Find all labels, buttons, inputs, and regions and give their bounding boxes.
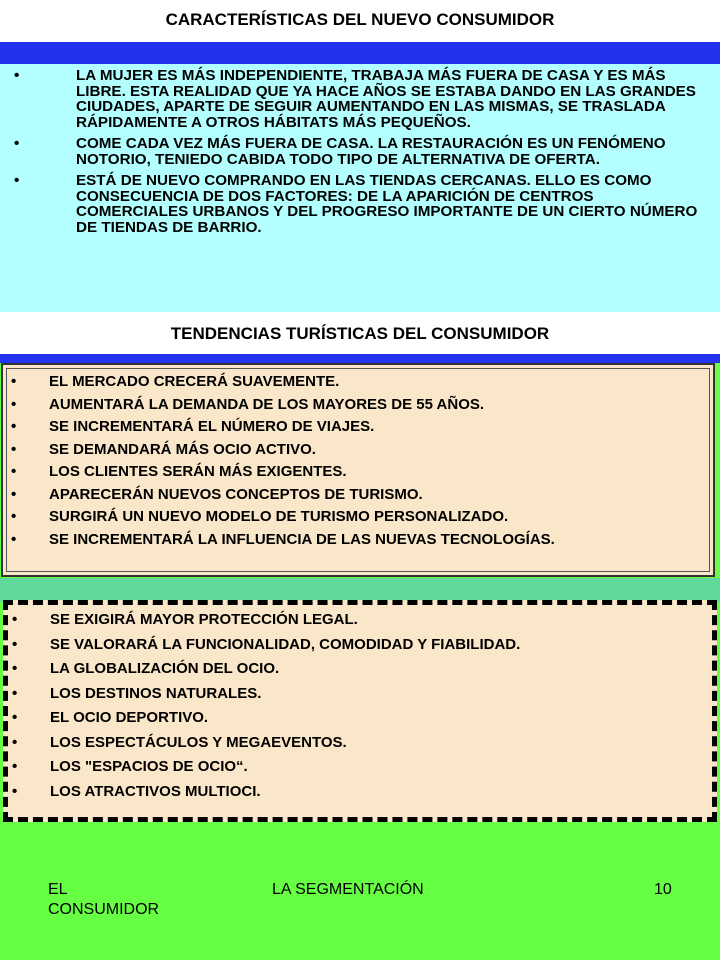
bullet-icon: • — [12, 782, 18, 800]
section3-bullet-list — [12, 608, 702, 804]
section1-bullet-list — [14, 68, 704, 241]
bullet-icon: • — [12, 709, 18, 726]
bullet-icon: • — [11, 530, 17, 548]
list-item — [11, 484, 701, 507]
bullet-icon: • — [11, 485, 17, 503]
list-item — [12, 755, 702, 780]
bullet-text: SE INCREMENTARÁ LA INFLUENCIA DE LAS NUEVAS TECNOLOGÍAS. — [49, 530, 555, 548]
list-item — [14, 136, 704, 167]
bullet-text: LOS "ESPACIOS DE OCIO“. — [50, 758, 248, 775]
list-item — [11, 529, 701, 552]
bullet-text: LOS DESTINOS NATURALES. — [50, 684, 262, 702]
footer-center: LA SEGMENTACIÓN — [272, 881, 424, 898]
section2-blue-bar — [0, 354, 720, 363]
list-item — [11, 394, 701, 417]
section2-bullet-list — [11, 371, 701, 551]
bullet-icon: • — [11, 463, 17, 480]
bullet-icon: • — [14, 135, 20, 152]
page-number: 10 — [654, 881, 672, 898]
bullet-icon: • — [11, 418, 17, 435]
list-item — [11, 461, 701, 484]
list-item — [12, 780, 702, 805]
footer-left-line2: CONSUMIDOR — [48, 901, 160, 918]
bullet-text: SURGIRÁ UN NUEVO MODELO DE TURISMO PERSONALIZADO. — [49, 508, 509, 525]
list-item — [12, 608, 702, 633]
bullet-text: SE INCREMENTARÁ EL NÚMERO DE VIAJES. — [49, 418, 375, 435]
section2-box — [1, 363, 715, 577]
footer-left — [48, 880, 159, 920]
list-item — [11, 371, 701, 394]
bullet-icon: • — [11, 373, 17, 390]
footer-left-line1: EL — [48, 881, 68, 898]
bullet-text: APARECERÁN NUEVOS CONCEPTOS DE TURISMO. — [49, 485, 423, 503]
bullet-icon: • — [11, 395, 17, 413]
list-item — [12, 682, 702, 707]
bullet-icon: • — [12, 733, 18, 751]
section1-title: CARACTERÍSTICAS DEL NUEVO CONSUMIDOR — [165, 10, 555, 29]
bullet-text: LOS CLIENTES SERÁN MÁS EXIGENTES. — [49, 463, 347, 480]
bullet-text: SE VALORARÁ LA FUNCIONALIDAD, COMODIDAD Y FIABILIDAD. — [50, 635, 521, 653]
bullet-icon: • — [14, 172, 20, 189]
bullet-text: SE EXIGIRÁ MAYOR PROTECCIÓN LEGAL. — [50, 611, 358, 628]
bullet-text: LOS ESPECTÁCULOS Y MEGAEVENTOS. — [50, 733, 347, 751]
list-item — [14, 173, 704, 235]
bullet-icon: • — [12, 758, 18, 775]
bullet-icon: • — [14, 67, 20, 84]
section2-title: TENDENCIAS TURÍSTICAS DEL CONSUMIDOR — [170, 324, 550, 343]
list-item — [12, 731, 702, 756]
bullet-icon: • — [12, 635, 18, 653]
section1-blue-bar — [0, 42, 720, 64]
list-item — [11, 416, 701, 439]
bullet-text: LA GLOBALIZACIÓN DEL OCIO. — [50, 660, 280, 677]
bullet-text: LA MUJER ES MÁS INDEPENDIENTE, TRABAJA MÁS FUERA DE CASA Y ES MÁS LIBRE. ESTA REALIDAD QUE YA HACE AÑOS SE ESTABA DANDO EN LAS GRANDES CIUDADES, APARTE DE SEGUIR AUMENTANDO EN LAS MISMAS, SE TRASLADA RÁPIDAMENTE A OTROS HÁBITATS MÁS PEQUEÑOS. — [76, 67, 696, 131]
bullet-text: EL MERCADO CRECERÁ SUAVEMENTE. — [49, 373, 340, 390]
bullet-text: LOS ATRACTIVOS MULTIOCI. — [50, 782, 261, 800]
bullet-text: AUMENTARÁ LA DEMANDA DE LOS MAYORES DE 55 AÑOS. — [49, 395, 485, 413]
bullet-icon: • — [12, 660, 18, 677]
list-item — [12, 633, 702, 658]
bullet-icon: • — [12, 611, 18, 628]
bullet-text: ESTÁ DE NUEVO COMPRANDO EN LAS TIENDAS CERCANAS. ELLO ES COMO CONSECUENCIA DE DOS FACTORES: DE LA APARICIÓN DE CENTROS COMERCIALES URBANOS Y DEL PROGRESO IMPORTANTE DE UN CIERTO NÚMERO DE TIENDAS DE BARRIO. — [76, 172, 698, 236]
section-divider-band — [0, 578, 720, 602]
list-item — [11, 506, 701, 529]
bullet-icon: • — [11, 440, 17, 458]
bullet-text: SE DEMANDARÁ MÁS OCIO ACTIVO. — [49, 440, 316, 458]
list-item — [14, 68, 704, 130]
list-item — [12, 706, 702, 731]
bullet-text: EL OCIO DEPORTIVO. — [50, 709, 209, 726]
bullet-icon: • — [12, 684, 18, 702]
bullet-icon: • — [11, 508, 17, 525]
bullet-text: COME CADA VEZ MÁS FUERA DE CASA. LA RESTAURACIÓN ES UN FENÓMENO NOTORIO, TENIEDO CABIDA TODO TIPO DE ALTERNATIVA DE OFERTA. — [76, 135, 666, 168]
section3-box — [3, 600, 717, 822]
list-item — [11, 439, 701, 462]
list-item — [12, 657, 702, 682]
